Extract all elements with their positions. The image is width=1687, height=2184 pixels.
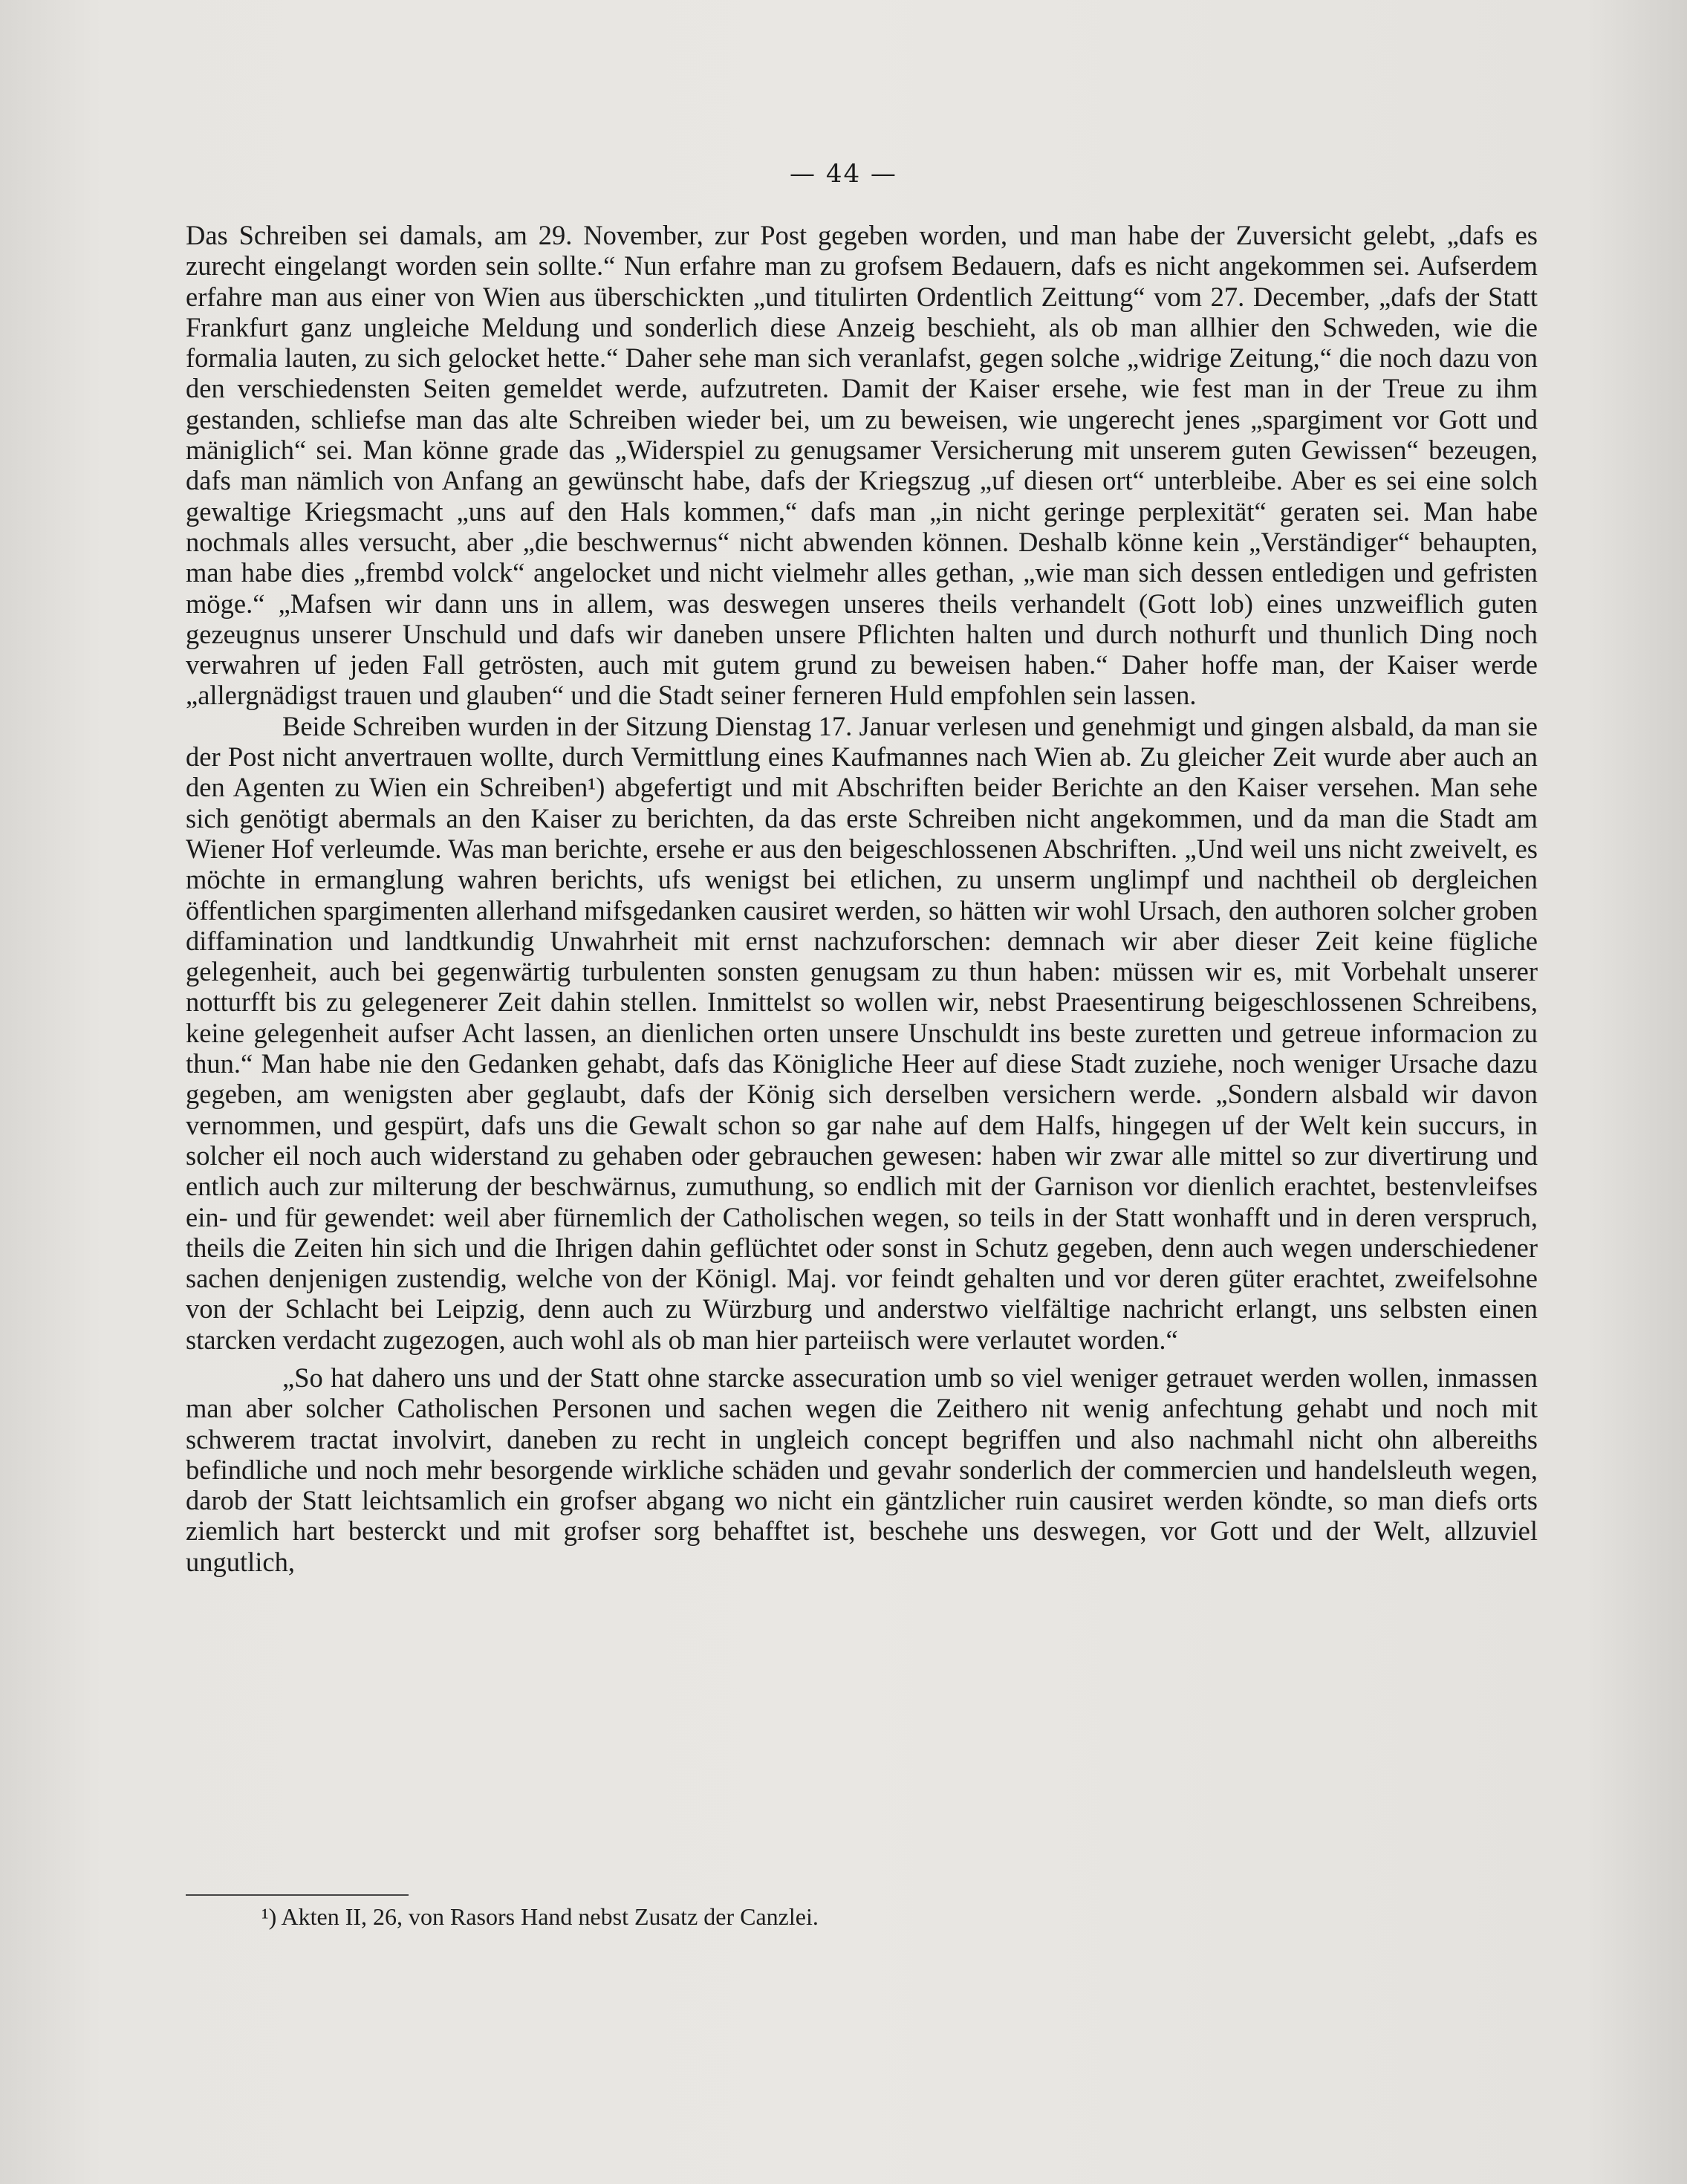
footnote: ¹) Akten II, 26, von Rasors Hand nebst Zusatz der Canzlei.: [261, 1903, 819, 1930]
paragraph-2: Beide Schreiben wurden in der Sitzung Dienstag 17. Januar verlesen und genehmigt und gingen alsbald, da man sie der Post nicht anvertrauen wollte, durch Vermittlung eines Kaufmannes nach Wien ab. Zu gleicher Zeit wurde aber auch an den Agenten zu Wien ein Schreiben¹) abgefertigt und mit Abschriften beider Berichte an den Kaiser versehen. Man sehe sich genötigt abermals an den Kaiser zu berichten, da das erste Schreiben nicht angekommen, und da man die Stadt am Wiener Hof verleumde. Was man berichte, ersehe er aus den beigeschlossenen Abschriften. „Und weil uns nicht zweivelt, es möchte in ermanglung wahren berichts, ufs wenigst bei etlichen, zu unserm unglimpf und nachtheil ob dergleichen öffentlichen spargimenten allerhand mifsgedanken causiret werden, so hätten wir wohl Ursach, den authoren solcher groben diffamination und landtkundig Unwahrheit mit ernst nachzuforschen: demnach wir aber dieser Zeit keine fügliche gelegenheit, auch bei gegenwärtig turbulenten sonsten genugsam zu thun haben: müssen wir es, mit Vorbehalt unserer notturfft bis zu gelegenerer Zeit dahin stellen. Inmittelst so wollen wir, nebst Praesentirung beigeschlossenen Schreibens, keine gelegenheit aufser Acht lassen, an dienlichen orten unsere Unschuldt ins beste zuretten und getreue informacion zu thun.“ Man habe nie den Gedanken gehabt, dafs das Königliche Heer auf diese Stadt zuziehe, noch weniger Ursache dazu gegeben, am wenigsten aber geglaubt, dafs der König sich derselben versichern werde. „Sondern alsbald wir davon vernommen, und gespürt, dafs uns die Gewalt schon so gar nahe auf dem Halfs, hingegen uf der Welt kein succurs, in solcher eil noch auch widerstand zu gehaben oder gebrauchen gewesen: haben wir zwar alle mittel so zur divertirung und entlich auch zur milterung der beschwärnus, zumuthung, so endlich mit der Garnison vor dienlich erachtet, bestenvleifses ein- und für gewendet: weil aber fürnemlich der Catholischen wegen, so teils in der Statt wonhafft und in deren verspruch, theils die Zeiten hin sich und die Ihrigen dahin geflüchtet oder sonst in Schutz gegeben, denn auch wegen underschiedener sachen denjenigen zustendig, welche von der Königl. Maj. vor feindt gehalten und vor deren güter erachtet, zweifelsohne von der Schlacht bei Leipzig, denn auch zu Würzburg und anderstwo vielfältige nachricht erlangt, uns selbsten einen starcken verdacht zugezogen, auch wohl als ob man hier parteiisch were verlautet worden.“: [186, 710, 1538, 1355]
paragraph-1: Das Schreiben sei damals, am 29. November, zur Post gegeben worden, und man habe der Zuversicht gelebt, „dafs es zurecht eingelangt worden sein sollte.“ Nun erfahre man zu grofsem Bedauern, dafs es nicht angekommen sei. Aufserdem erfahre man aus einer von Wien aus überschickten „und titulirten Ordentlich Zeittung“ vom 27. December, „dafs der Statt Frankfurt ganz ungleiche Meldung und sonderlich diese Anzeig beschieht, als ob man allhier den Schweden, wie die formalia lauten, zu sich gelocket hette.“ Daher sehe man sich veranlafst, gegen solche „widrige Zeitung,“ die noch dazu von den verschiedensten Seiten gemeldet werde, aufzutreten. Damit der Kaiser ersehe, wie fest man in der Treue zu ihm gestanden, schliefse man das alte Schreiben wieder bei, um zu beweisen, wie ungerecht jenes „spargiment vor Gott und mäniglich“ sei. Man könne grade das „Widerspiel zu genugsamer Versicherung mit unserem guten Gewissen“ bezeugen, dafs man nämlich von Anfang an gewünscht habe, dafs der Kriegszug „uf diesen ort“ unterbleibe. Aber es sei eine solch gewaltige Kriegsmacht „uns auf den Hals kommen,“ dafs man „in nicht geringe perplexität“ geraten sei. Man habe nochmals alles versucht, aber „die beschwernus“ nicht abwenden können. Deshalb könne kein „Verständiger“ behaupten, man habe dies „frembd volck“ angelocket und nicht vielmehr alles gethan, „wie man sich dessen entledigen und gefristen möge.“ „Mafsen wir dann uns in allem, was deswegen unseres theils verhandelt (Gott lob) eines unzweiflich guten gezeugnus unserer Unschuld und dafs wir daneben unsere Pflichten halten und durch nothurft und thunlich Ding noch verwahren uf jeden Fall getrösten, auch mit gutem grund zu beweisen haben.“ Daher hoffe man, der Kaiser werde „allergnädigst trauen und glauben“ und die Stadt seiner ferneren Huld empfohlen sein lassen.: [186, 220, 1538, 711]
body-text: [186, 220, 1538, 1577]
paragraph-3: „So hat dahero uns und der Statt ohne starcke assecuration umb so viel weniger getrauet werden wollen, inmassen man aber solcher Catholischen Personen und sachen wegen die Zeithero nit wenig anfechtung gehabt und noch mit schwerem tractat involvirt, daneben zu recht in ungleich concept begriffen und also nachmahl nicht ohn albereiths befindliche und noch mehr besorgende wirkliche schäden und gevahr sonderlich der commercien und handelsleuth wegen, darob der Statt leichtsamlich ein grofser abgang wo nicht ein gäntzlicher ruin causiret werden köndte, so man diefs orts ziemlich hart besterckt und mit grofser sorg behafftet ist, beschehe uns deswegen, vor Gott und der Welt, allzuviel ungutlich,: [186, 1362, 1538, 1577]
footnote-divider: [186, 1894, 409, 1896]
page-number: — 44 —: [790, 159, 897, 189]
